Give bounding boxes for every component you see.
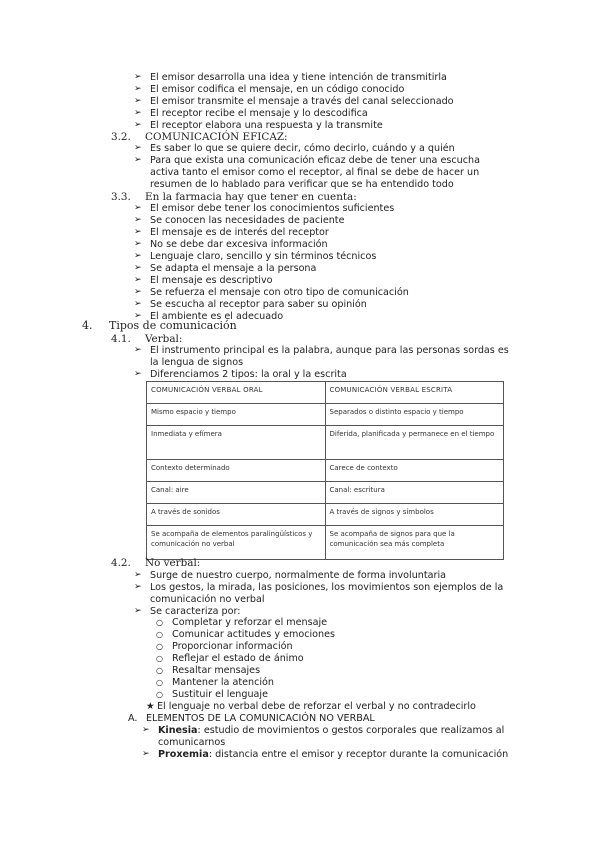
table-row <box>147 482 504 504</box>
table-header-row <box>147 382 504 404</box>
arrow-bullet-icon: ➢ <box>134 345 142 355</box>
arrow-bullet-icon: ➢ <box>134 72 142 82</box>
list-item: ➢ Se conocen las necesidades de paciente <box>134 215 345 226</box>
circle-bullet-icon: ○ <box>156 690 163 699</box>
list-item: ➢ Diferenciamos 2 tipos: la oral y la escrita <box>134 369 347 380</box>
table-row <box>147 526 504 560</box>
list-item: ➢ El receptor elabora una respuesta y la transmite <box>134 120 383 131</box>
table-header-cell: COMUNICACIÓN VERBAL ORAL <box>147 382 326 404</box>
list-item: ➢ El receptor recibe el mensaje y lo descodifica <box>134 108 368 119</box>
arrow-bullet-icon: ➢ <box>134 84 142 94</box>
arrow-bullet-icon: ➢ <box>134 155 142 165</box>
table-cell: Canal: aire <box>147 482 326 504</box>
arrow-bullet-icon: ➢ <box>134 299 142 309</box>
sub-list-item: ○ Proporcionar información <box>156 641 293 652</box>
arrow-bullet-icon: ➢ <box>134 143 142 153</box>
list-item-continuation: comunicación no verbal <box>150 594 265 605</box>
list-item-continuation: resumen de lo hablado para verificar que se ha entendido todo <box>150 179 454 190</box>
table-header-cell: COMUNICACIÓN VERBAL ESCRITA <box>325 382 504 404</box>
circle-bullet-icon: ○ <box>156 678 163 687</box>
table-cell: A través de signos y símbolos <box>325 504 504 526</box>
arrow-bullet-icon: ➢ <box>134 239 142 249</box>
star-icon: ★ <box>146 701 155 712</box>
section-heading-3-3: 3.3. En la farmacia hay que tener en cuenta: <box>111 191 357 203</box>
table-cell: Inmediata y efímera <box>147 426 326 460</box>
list-item: ➢ Los gestos, la mirada, las posiciones, los movimientos son ejemplos de la <box>134 582 504 593</box>
list-item: ➢ Se escucha al receptor para saber su opinión <box>134 299 367 310</box>
table-cell: A través de sonidos <box>147 504 326 526</box>
arrow-bullet-icon: ➢ <box>142 749 150 759</box>
arrow-bullet-icon: ➢ <box>134 251 142 261</box>
table-cell: Mismo espacio y tiempo <box>147 404 326 426</box>
list-item-kinesia: ➢ Kinesia: estudio de movimientos o gestos corporales que realizamos al <box>142 725 505 736</box>
arrow-bullet-icon: ➢ <box>134 215 142 225</box>
arrow-bullet-icon: ➢ <box>134 227 142 237</box>
comparison-table <box>146 381 504 560</box>
arrow-bullet-icon: ➢ <box>134 120 142 130</box>
circle-bullet-icon: ○ <box>156 630 163 639</box>
section-heading-4-1: 4.1. Verbal: <box>111 333 183 345</box>
list-item: ➢ Para que exista una comunicación eficaz debe de tener una escucha <box>134 155 480 166</box>
star-note: ★ El lenguaje no verbal debe de reforzar el verbal y no contradecirlo <box>146 701 476 712</box>
circle-bullet-icon: ○ <box>156 642 163 651</box>
table-cell: Se acompaña de elementos paralingüísticos y comunicación no verbal <box>147 526 326 560</box>
list-item-continuation: comunicarnos <box>158 737 226 748</box>
sub-list-item: ○ Completar y reforzar el mensaje <box>156 617 328 628</box>
list-item-proxemia: ➢ Proxemia: distancia entre el emisor y receptor durante la comunicación <box>142 749 509 760</box>
list-item: ➢ El mensaje es de interés del receptor <box>134 227 329 238</box>
sub-list-item: ○ Resaltar mensajes <box>156 665 261 676</box>
list-item: ➢ El instrumento principal es la palabra, aunque para las personas sordas es <box>134 345 509 356</box>
arrow-bullet-icon: ➢ <box>134 263 142 273</box>
circle-bullet-icon: ○ <box>156 666 163 675</box>
section-heading-3-2: 3.2. COMUNICACIÓN EFICAZ: <box>111 131 288 143</box>
arrow-bullet-icon: ➢ <box>134 582 142 592</box>
table-cell: Canal: escritura <box>325 482 504 504</box>
list-item: ➢ Lenguaje claro, sencillo y sin términos técnicos <box>134 251 377 262</box>
arrow-bullet-icon: ➢ <box>134 369 142 379</box>
list-item: ➢ El emisor debe tener los conocimientos suficientes <box>134 203 395 214</box>
list-item: ➢ Se refuerza el mensaje con otro tipo de comunicación <box>134 287 409 298</box>
sub-list-item: ○ Mantener la atención <box>156 677 274 688</box>
arrow-bullet-icon: ➢ <box>142 725 150 735</box>
arrow-bullet-icon: ➢ <box>134 287 142 297</box>
table-cell: Contexto determinado <box>147 460 326 482</box>
circle-bullet-icon: ○ <box>156 654 163 663</box>
list-item: ➢ El mensaje es descriptivo <box>134 275 273 286</box>
table-row <box>147 426 504 460</box>
arrow-bullet-icon: ➢ <box>134 275 142 285</box>
table-row <box>147 404 504 426</box>
sub-list-item: ○ Sustituir el lenguaje <box>156 689 268 700</box>
subsection-heading-a: A. ELEMENTOS DE LA COMUNICACIÓN NO VERBAL <box>128 713 375 724</box>
list-item-continuation: activa tanto el emisor como el receptor, al final se debe de hacer un <box>150 167 480 178</box>
list-item: ➢ Se caracteriza por: <box>134 606 241 617</box>
section-heading-4: 4. Tipos de comunicación <box>82 319 237 332</box>
list-item: ➢ El emisor desarrolla una idea y tiene intención de transmitirla <box>134 72 447 83</box>
circle-bullet-icon: ○ <box>156 618 163 627</box>
list-item: ➢ Se adapta el mensaje a la persona <box>134 263 317 274</box>
table-cell: Se acompaña de signos para que la comunicación sea más completa <box>325 526 504 560</box>
arrow-bullet-icon: ➢ <box>134 606 142 616</box>
arrow-bullet-icon: ➢ <box>134 203 142 213</box>
arrow-bullet-icon: ➢ <box>134 96 142 106</box>
list-item: ➢ El ambiente es el adecuado <box>134 311 284 322</box>
table-cell: Diferida, planificada y permanece en el tiempo <box>325 426 504 460</box>
table-cell: Separados o distinto espacio y tiempo <box>325 404 504 426</box>
table-row <box>147 504 504 526</box>
arrow-bullet-icon: ➢ <box>134 311 142 321</box>
table-row <box>147 460 504 482</box>
section-heading-4-2: 4.2. No verbal: <box>111 557 201 569</box>
list-item: ➢ Surge de nuestro cuerpo, normalmente de forma involuntaria <box>134 570 447 581</box>
list-item: ➢ Es saber lo que se quiere decir, cómo decirlo, cuándo y a quién <box>134 143 455 154</box>
list-item: ➢ No se debe dar excesiva información <box>134 239 328 250</box>
list-item: ➢ El emisor transmite el mensaje a través del canal seleccionado <box>134 96 454 107</box>
arrow-bullet-icon: ➢ <box>134 570 142 580</box>
table-cell: Carece de contexto <box>325 460 504 482</box>
list-item-continuation: la lengua de signos <box>150 357 244 368</box>
list-item: ➢ El emisor codifica el mensaje, en un código conocido <box>134 84 405 95</box>
arrow-bullet-icon: ➢ <box>134 108 142 118</box>
sub-list-item: ○ Reflejar el estado de ánimo <box>156 653 304 664</box>
sub-list-item: ○ Comunicar actitudes y emociones <box>156 629 335 640</box>
